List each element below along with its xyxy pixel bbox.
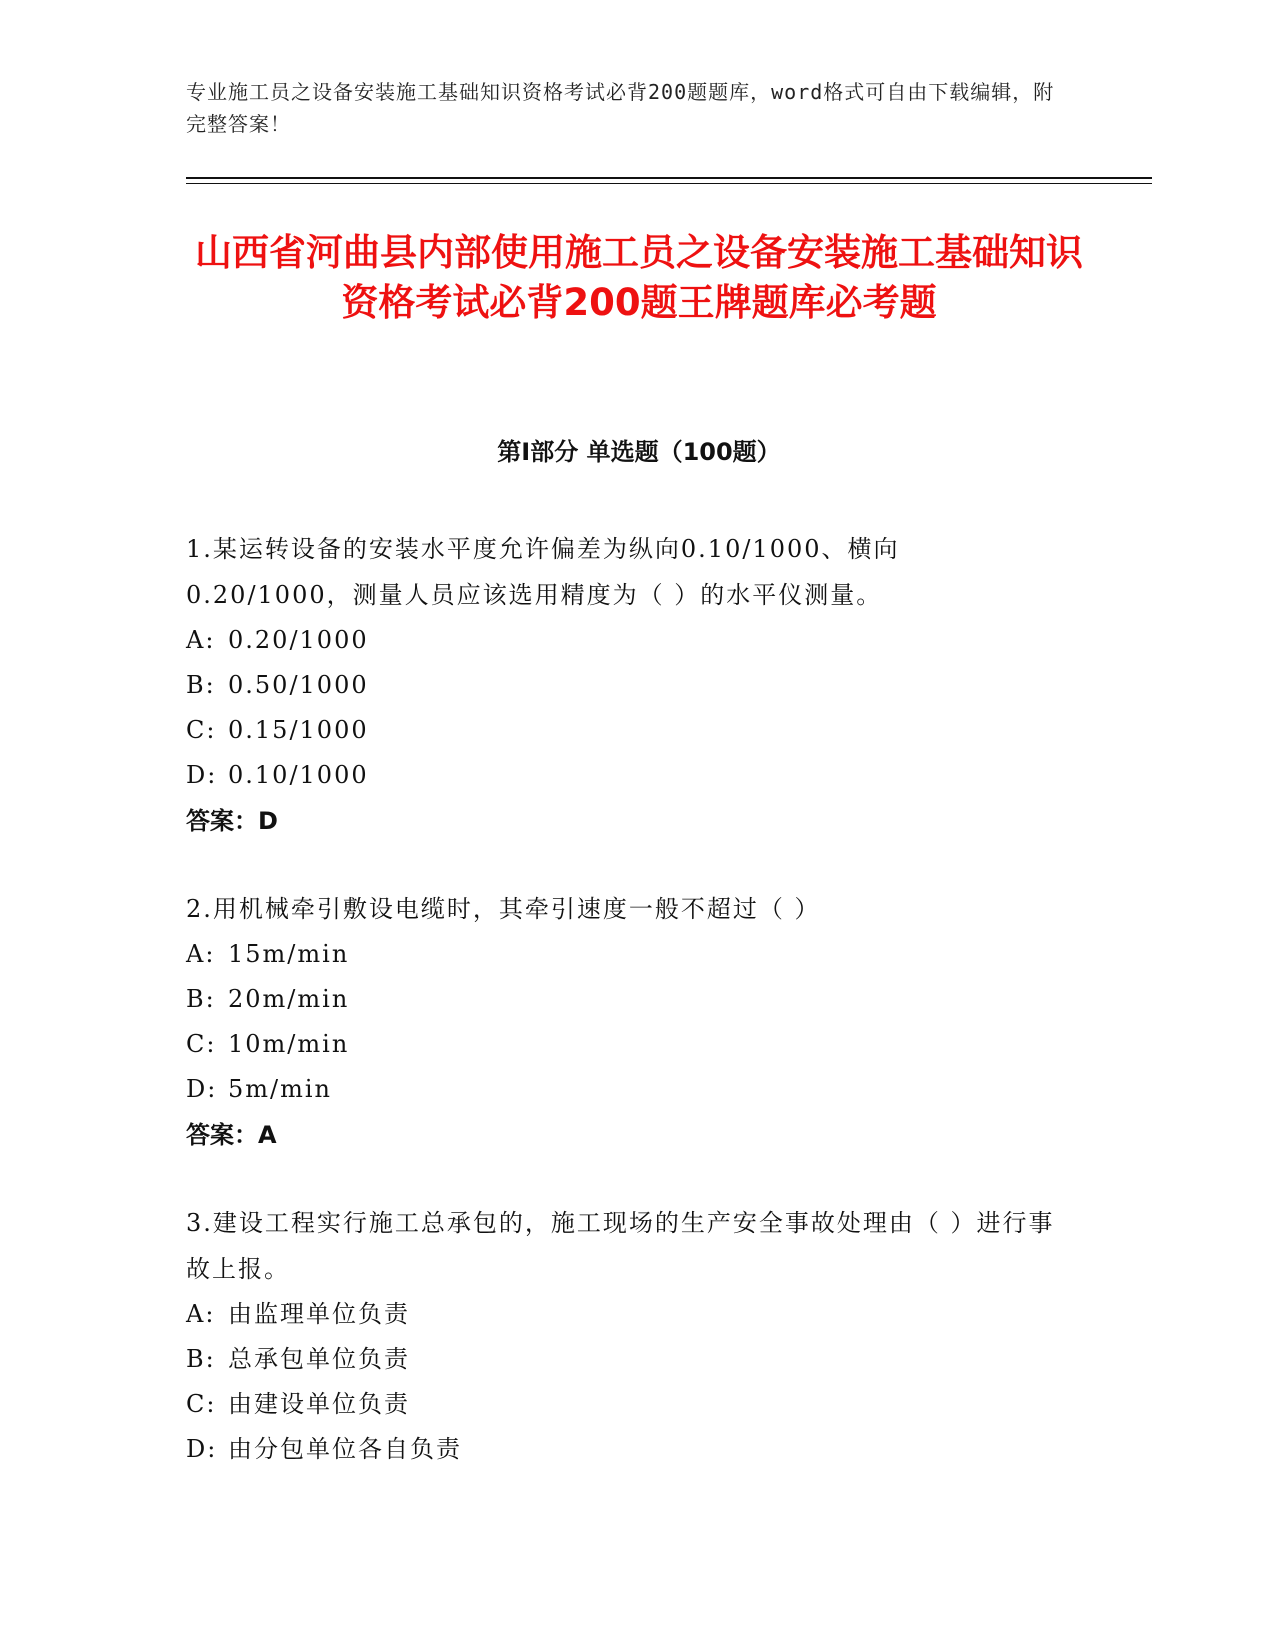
option-b bbox=[186, 663, 1066, 708]
answer-line: 答案：D bbox=[186, 807, 278, 835]
question-stem: 1.某运转设备的安装水平度允许偏差为纵向0.10/1000、横向0.20/1000，测量人员应该选用精度为（ ）的水平仪测量。 bbox=[186, 535, 900, 609]
option-text: 20m/min bbox=[228, 985, 350, 1013]
option-c bbox=[186, 1022, 1066, 1067]
question-list bbox=[186, 526, 1066, 1514]
option-c bbox=[186, 708, 1066, 753]
option-letter: B: bbox=[186, 671, 216, 699]
option-text: 由监理单位负责 bbox=[228, 1300, 410, 1328]
option-text: 0.20/1000 bbox=[228, 626, 369, 654]
header-divider-thick bbox=[186, 177, 1152, 179]
option-b bbox=[186, 977, 1066, 1022]
option-text: 15m/min bbox=[228, 940, 350, 968]
header-note: 专业施工员之设备安装施工基础知识资格考试必背200题题库，word格式可自由下载编辑，附完整答案！ bbox=[186, 80, 1055, 136]
question-stem: 3.建设工程实行施工总承包的，施工现场的生产安全事故处理由（ ）进行事故上报。 bbox=[186, 1209, 1055, 1283]
option-letter: B: bbox=[186, 1345, 216, 1373]
option-letter: C: bbox=[186, 1030, 217, 1058]
answer-line: 答案：A bbox=[186, 1121, 277, 1149]
document-title: 山西省河曲县内部使用施工员之设备安装施工基础知识资格考试必背200题王牌题库必考题 bbox=[195, 231, 1083, 324]
option-text: 总承包单位负责 bbox=[228, 1345, 410, 1373]
option-letter: D: bbox=[186, 1435, 218, 1463]
option-text: 由分包单位各自负责 bbox=[228, 1435, 462, 1463]
option-text: 5m/min bbox=[228, 1075, 333, 1103]
header-divider-thin bbox=[186, 183, 1152, 184]
option-letter: C: bbox=[186, 1390, 217, 1418]
option-d bbox=[186, 1427, 1066, 1472]
option-b bbox=[186, 1337, 1066, 1382]
option-letter: A: bbox=[186, 626, 216, 654]
option-text: 0.10/1000 bbox=[228, 761, 369, 789]
option-c bbox=[186, 1382, 1066, 1427]
option-a bbox=[186, 932, 1066, 977]
option-text: 0.15/1000 bbox=[228, 716, 369, 744]
question-2 bbox=[186, 886, 1066, 1158]
option-text: 由建设单位负责 bbox=[228, 1390, 410, 1418]
section-heading: 第I部分 单选题（100题） bbox=[497, 438, 781, 466]
option-letter: B: bbox=[186, 985, 216, 1013]
option-letter: C: bbox=[186, 716, 217, 744]
option-letter: A: bbox=[186, 940, 216, 968]
option-d bbox=[186, 1067, 1066, 1112]
option-a bbox=[186, 1292, 1066, 1337]
question-1 bbox=[186, 526, 1066, 844]
option-d bbox=[186, 753, 1066, 798]
option-letter: A: bbox=[186, 1300, 216, 1328]
option-letter: D: bbox=[186, 761, 218, 789]
option-a bbox=[186, 618, 1066, 663]
question-3 bbox=[186, 1200, 1066, 1472]
question-stem: 2.用机械牵引敷设电缆时，其牵引速度一般不超过（ ） bbox=[186, 895, 821, 923]
option-letter: D: bbox=[186, 1075, 218, 1103]
option-text: 0.50/1000 bbox=[228, 671, 369, 699]
option-text: 10m/min bbox=[228, 1030, 350, 1058]
